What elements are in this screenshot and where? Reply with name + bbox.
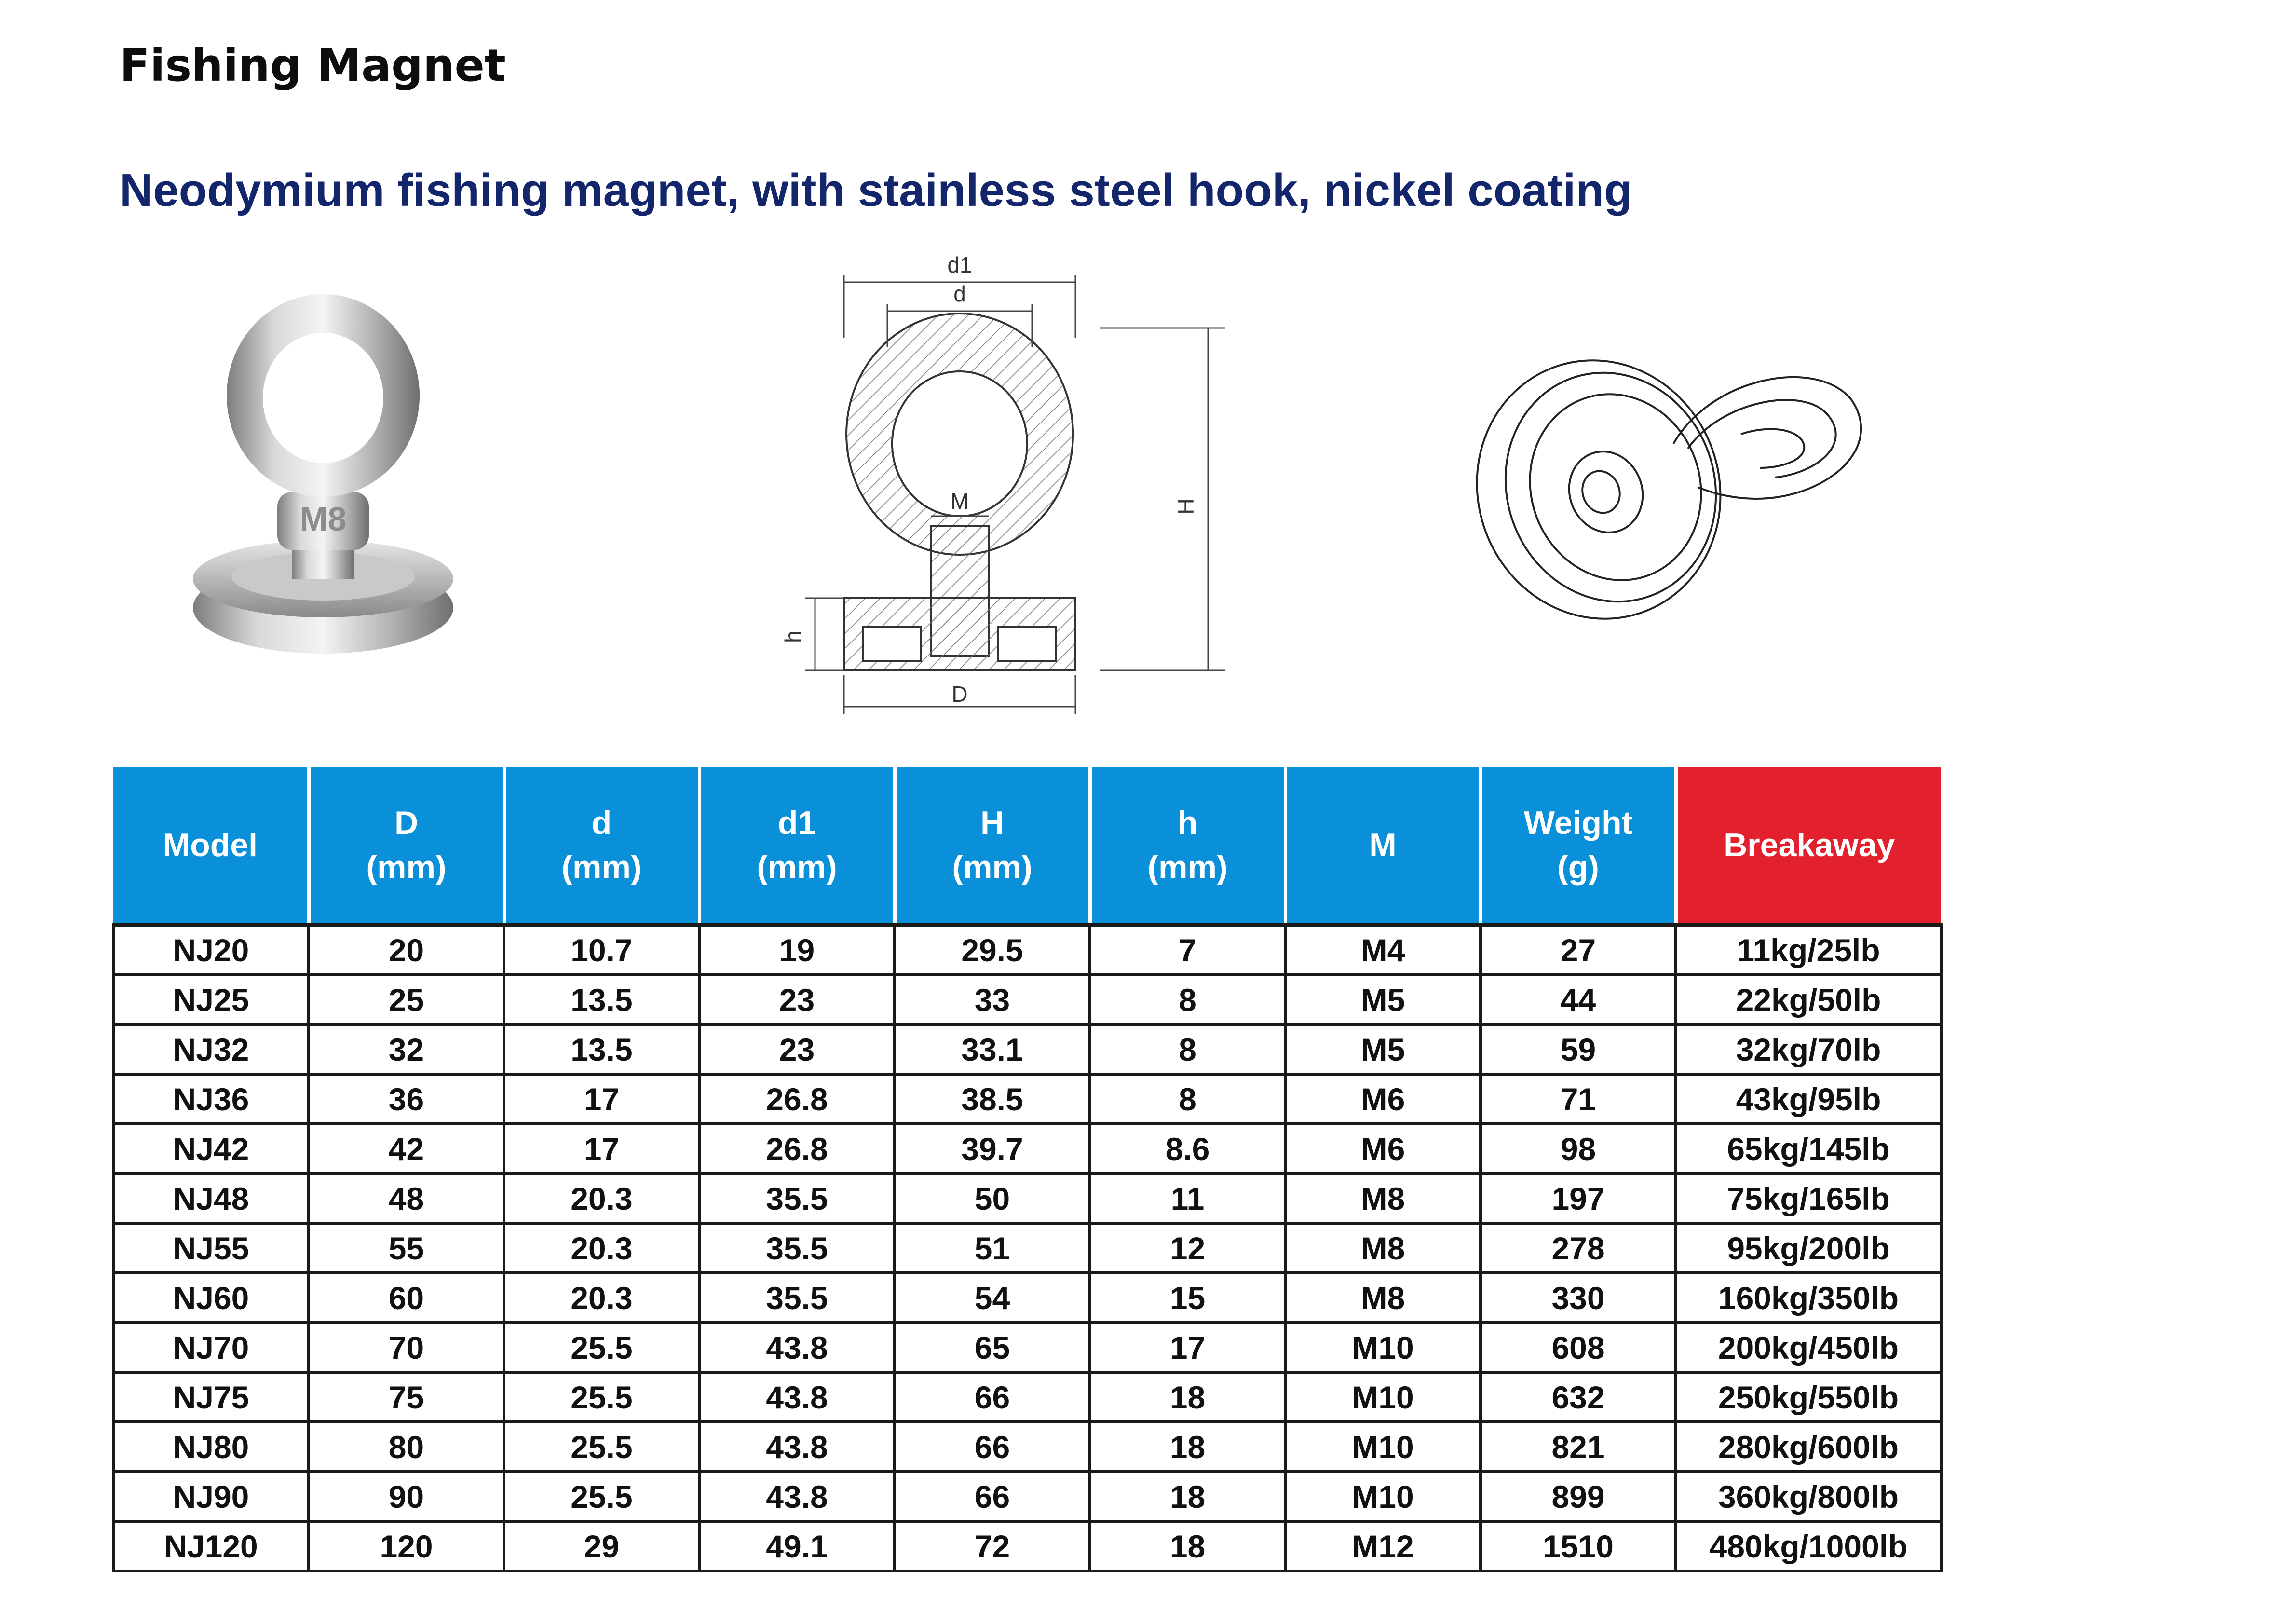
table-cell: 98 bbox=[1481, 1124, 1676, 1174]
table-cell: 60 bbox=[309, 1273, 504, 1323]
table-cell: 49.1 bbox=[699, 1521, 895, 1571]
table-row bbox=[113, 1372, 1941, 1422]
table-row bbox=[113, 1422, 1941, 1472]
table-row bbox=[113, 1024, 1941, 1074]
column-unit: (g) bbox=[1557, 849, 1599, 886]
table-cell: 55 bbox=[309, 1223, 504, 1273]
table-cell: M10 bbox=[1285, 1472, 1481, 1521]
column-header-h bbox=[895, 767, 1090, 925]
spec-table bbox=[112, 767, 1943, 1572]
table-cell: 29 bbox=[504, 1521, 699, 1571]
table-cell: 59 bbox=[1481, 1024, 1676, 1074]
table-cell: 72 bbox=[895, 1521, 1090, 1571]
table-cell: NJ42 bbox=[113, 1124, 309, 1174]
table-row bbox=[113, 1223, 1941, 1273]
table-row bbox=[113, 1323, 1941, 1372]
table-row bbox=[113, 1174, 1941, 1223]
table-cell: 160kg/350lb bbox=[1676, 1273, 1941, 1323]
column-header-d1 bbox=[699, 767, 895, 925]
table-cell: 20.3 bbox=[504, 1174, 699, 1223]
table-cell: 20.3 bbox=[504, 1223, 699, 1273]
table-cell: 17 bbox=[504, 1124, 699, 1174]
table-cell: 8 bbox=[1090, 1024, 1285, 1074]
column-name: D bbox=[394, 805, 419, 841]
table-cell: 330 bbox=[1481, 1273, 1676, 1323]
table-cell: M8 bbox=[1285, 1273, 1481, 1323]
label-M: M bbox=[950, 489, 969, 514]
table-cell: 18 bbox=[1090, 1521, 1285, 1571]
column-header-breakaway bbox=[1676, 767, 1941, 925]
table-cell: 80 bbox=[309, 1422, 504, 1472]
table-cell: 43kg/95lb bbox=[1676, 1074, 1941, 1124]
table-cell: 22kg/50lb bbox=[1676, 975, 1941, 1024]
table-cell: 65kg/145lb bbox=[1676, 1124, 1941, 1174]
table-cell: 39.7 bbox=[895, 1124, 1090, 1174]
table-cell: 35.5 bbox=[699, 1273, 895, 1323]
page-subtitle: Neodymium fishing magnet, with stainless steel hook, nickel coating bbox=[120, 164, 1632, 216]
table-cell: 42 bbox=[309, 1124, 504, 1174]
table-cell: NJ60 bbox=[113, 1273, 309, 1323]
table-cell: 8 bbox=[1090, 1074, 1285, 1124]
table-cell: 50 bbox=[895, 1174, 1090, 1223]
table-cell: 278 bbox=[1481, 1223, 1676, 1273]
eye-ring bbox=[227, 294, 420, 497]
column-name: M bbox=[1369, 827, 1397, 863]
table-cell: 17 bbox=[504, 1074, 699, 1124]
table-cell: 18 bbox=[1090, 1472, 1285, 1521]
table-cell: NJ70 bbox=[113, 1323, 309, 1372]
table-cell: NJ32 bbox=[113, 1024, 309, 1074]
table-cell: 43.8 bbox=[699, 1323, 895, 1372]
table-cell: NJ25 bbox=[113, 975, 309, 1024]
table-cell: 23 bbox=[699, 1024, 895, 1074]
table-cell: 25.5 bbox=[504, 1323, 699, 1372]
table-cell: 66 bbox=[895, 1472, 1090, 1521]
table-row bbox=[113, 1472, 1941, 1521]
table-cell: 25.5 bbox=[504, 1372, 699, 1422]
table-cell: 35.5 bbox=[699, 1223, 895, 1273]
table-cell: 821 bbox=[1481, 1422, 1676, 1472]
table-body bbox=[113, 925, 1941, 1571]
table-cell: 13.5 bbox=[504, 1024, 699, 1074]
table-row bbox=[113, 1273, 1941, 1323]
column-unit: (mm) bbox=[952, 849, 1033, 886]
table-cell: NJ36 bbox=[113, 1074, 309, 1124]
table-cell: 8 bbox=[1090, 975, 1285, 1024]
table-cell: 51 bbox=[895, 1223, 1090, 1273]
table-cell: 608 bbox=[1481, 1323, 1676, 1372]
table-cell: 95kg/200lb bbox=[1676, 1223, 1941, 1273]
table-cell: 54 bbox=[895, 1273, 1090, 1323]
table-cell: 19 bbox=[699, 925, 895, 975]
page-title: Fishing Magnet bbox=[120, 40, 506, 91]
table-cell: NJ120 bbox=[113, 1521, 309, 1571]
table-cell: 8.6 bbox=[1090, 1124, 1285, 1174]
label-h: h bbox=[780, 630, 805, 643]
table-cell: M8 bbox=[1285, 1223, 1481, 1273]
table-cell: 48 bbox=[309, 1174, 504, 1223]
table-row bbox=[113, 925, 1941, 975]
column-header-weight bbox=[1481, 767, 1676, 925]
table-cell: 17 bbox=[1090, 1323, 1285, 1372]
table-cell: 899 bbox=[1481, 1472, 1676, 1521]
column-name: Breakaway bbox=[1724, 827, 1895, 863]
table-cell: 66 bbox=[895, 1372, 1090, 1422]
table-cell: 10.7 bbox=[504, 925, 699, 975]
table-cell: 66 bbox=[895, 1422, 1090, 1472]
collar-engraving: M8 bbox=[299, 500, 347, 538]
table-cell: 20.3 bbox=[504, 1273, 699, 1323]
label-H: H bbox=[1173, 498, 1198, 515]
table-cell: 75kg/165lb bbox=[1676, 1174, 1941, 1223]
table-cell: 280kg/600lb bbox=[1676, 1422, 1941, 1472]
table-cell: 44 bbox=[1481, 975, 1676, 1024]
table-cell: 38.5 bbox=[895, 1074, 1090, 1124]
table-cell: 23 bbox=[699, 975, 895, 1024]
table-cell: 43.8 bbox=[699, 1472, 895, 1521]
column-name: h bbox=[1177, 805, 1198, 841]
table-cell: M4 bbox=[1285, 925, 1481, 975]
table-cell: 360kg/800lb bbox=[1676, 1472, 1941, 1521]
table-cell: 11 bbox=[1090, 1174, 1285, 1223]
product-photo bbox=[188, 289, 458, 670]
table-row bbox=[113, 975, 1941, 1024]
column-unit: (mm) bbox=[1147, 849, 1228, 886]
table-cell: 33.1 bbox=[895, 1024, 1090, 1074]
table-cell: NJ80 bbox=[113, 1422, 309, 1472]
table-cell: 15 bbox=[1090, 1273, 1285, 1323]
table-cell: 75 bbox=[309, 1372, 504, 1422]
table-cell: 27 bbox=[1481, 925, 1676, 975]
table-cell: 250kg/550lb bbox=[1676, 1372, 1941, 1422]
table-cell: 480kg/1000lb bbox=[1676, 1521, 1941, 1571]
column-header-m bbox=[1285, 767, 1481, 925]
column-unit: (mm) bbox=[561, 849, 642, 886]
table-cell: 71 bbox=[1481, 1074, 1676, 1124]
table-cell: NJ48 bbox=[113, 1174, 309, 1223]
table-cell: M5 bbox=[1285, 1024, 1481, 1074]
table-cell: 11kg/25lb bbox=[1676, 925, 1941, 975]
table-cell: 25.5 bbox=[504, 1422, 699, 1472]
table-cell: 33 bbox=[895, 975, 1090, 1024]
column-name: d1 bbox=[777, 805, 816, 841]
table-cell: M8 bbox=[1285, 1174, 1481, 1223]
table-cell: NJ90 bbox=[113, 1472, 309, 1521]
table-cell: 35.5 bbox=[699, 1174, 895, 1223]
table-cell: 20 bbox=[309, 925, 504, 975]
column-header-h bbox=[1090, 767, 1285, 925]
table-cell: 90 bbox=[309, 1472, 504, 1521]
table-cell: 26.8 bbox=[699, 1074, 895, 1124]
table-cell: 43.8 bbox=[699, 1372, 895, 1422]
table-cell: 29.5 bbox=[895, 925, 1090, 975]
table-row bbox=[113, 1124, 1941, 1174]
table-cell: M12 bbox=[1285, 1521, 1481, 1571]
table-cell: 25 bbox=[309, 975, 504, 1024]
table-cell: 32kg/70lb bbox=[1676, 1024, 1941, 1074]
ring-section bbox=[846, 314, 1073, 555]
table-cell: NJ75 bbox=[113, 1372, 309, 1422]
table-cell: 13.5 bbox=[504, 975, 699, 1024]
table-cell: NJ55 bbox=[113, 1223, 309, 1273]
table-row bbox=[113, 1521, 1941, 1571]
technical-drawing bbox=[762, 251, 1249, 733]
isometric-drawing bbox=[1471, 328, 1871, 642]
table-cell: 26.8 bbox=[699, 1124, 895, 1174]
table-cell: 197 bbox=[1481, 1174, 1676, 1223]
table-cell: 1510 bbox=[1481, 1521, 1676, 1571]
table-row bbox=[113, 1074, 1941, 1124]
column-unit: (mm) bbox=[757, 849, 837, 886]
label-d: d bbox=[953, 281, 966, 306]
label-d1: d1 bbox=[947, 252, 972, 277]
table-cell: 7 bbox=[1090, 925, 1285, 975]
table-cell: 18 bbox=[1090, 1422, 1285, 1472]
table-header-row bbox=[113, 767, 1941, 925]
table-cell: M5 bbox=[1285, 975, 1481, 1024]
column-header-model bbox=[113, 767, 309, 925]
table-cell: M10 bbox=[1285, 1422, 1481, 1472]
column-name: d bbox=[591, 805, 612, 841]
table-cell: 25.5 bbox=[504, 1472, 699, 1521]
table-cell: 200kg/450lb bbox=[1676, 1323, 1941, 1372]
table-cell: M10 bbox=[1285, 1323, 1481, 1372]
table-cell: 632 bbox=[1481, 1372, 1676, 1422]
column-name: Weight bbox=[1523, 805, 1633, 841]
table-cell: M10 bbox=[1285, 1372, 1481, 1422]
table-cell: M6 bbox=[1285, 1074, 1481, 1124]
table-cell: 12 bbox=[1090, 1223, 1285, 1273]
column-name: H bbox=[980, 805, 1005, 841]
table-cell: 32 bbox=[309, 1024, 504, 1074]
table-cell: 43.8 bbox=[699, 1422, 895, 1472]
table-cell: 120 bbox=[309, 1521, 504, 1571]
table-cell: 36 bbox=[309, 1074, 504, 1124]
table-cell: 70 bbox=[309, 1323, 504, 1372]
label-D: D bbox=[951, 682, 968, 707]
column-name: Model bbox=[163, 827, 258, 863]
table-cell: 65 bbox=[895, 1323, 1090, 1372]
table-cell: M6 bbox=[1285, 1124, 1481, 1174]
column-unit: (mm) bbox=[366, 849, 447, 886]
table-cell: 18 bbox=[1090, 1372, 1285, 1422]
table-cell: NJ20 bbox=[113, 925, 309, 975]
column-header-d bbox=[309, 767, 504, 925]
column-header-d bbox=[504, 767, 699, 925]
